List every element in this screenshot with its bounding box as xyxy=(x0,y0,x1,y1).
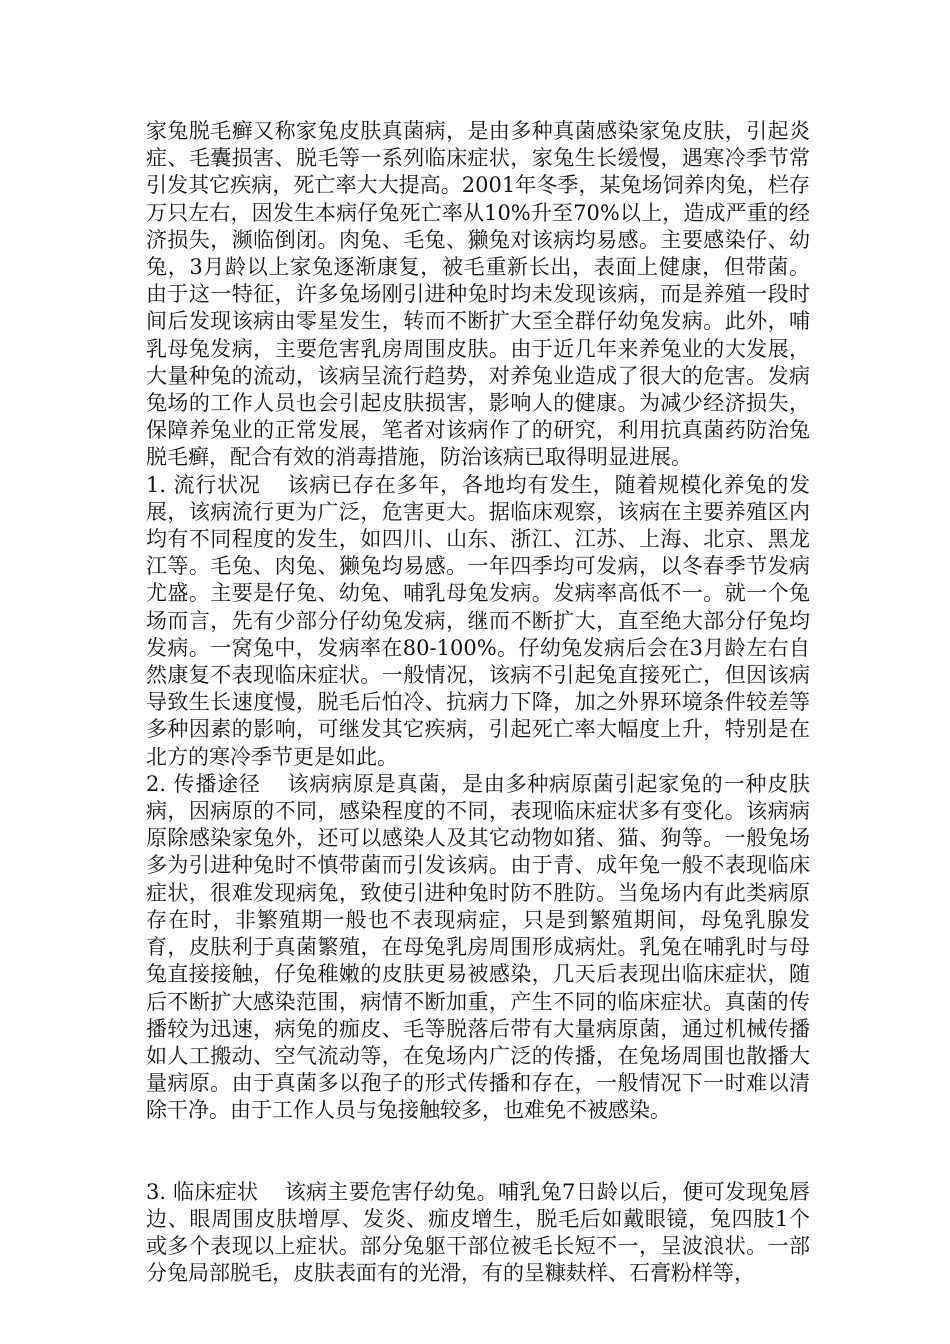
section-transmission xyxy=(146,771,810,1125)
section-body: 该病病原是真菌，是由多种病原菌引起家兔的一种皮肤病，因病原的不同，感染程度的不同，表现临床症状多有变化。该病病原除感染家兔外，还可以感染人及其它动物如猪、猫、狗等。一般兔场多为引进种兔时不慎带菌而引发该病。由于青、成年兔一般不表现临床症状，很难发现病兔，致使引进种兔时防不胜防。当兔场内有此类病原存在时，非繁殖期一般也不表现病症，只是到繁殖期间，母兔乳腺发育，皮肤利于真菌繁殖，在母兔乳房周围形成病灶。乳兔在哺乳时与母兔直接接触，仔兔稚嫩的皮肤更易被感染，几天后表现出临床症状，随后不断扩大感染范围，病情不断加重，产生不同的临床症状。真菌的传播较为迅速，病兔的痂皮、毛等脱落后带有大量病原菌，通过机械传播如人工搬动、空气流动等，在兔场内广泛的传播，在兔场周围也散播大量病原。由于真菌多以孢子的形式传播和存在，一般情况下一时难以清除干净。由于工作人员与兔接触较多，也难免不被感染。 xyxy=(146,771,810,1123)
intro-paragraph: 家兔脱毛癣又称家兔皮肤真菌病，是由多种真菌感染家兔皮肤，引起炎症、毛囊损害、脱毛等一系列临床症状，家兔生长缓慢，遇寒冷季节常引发其它疾病，死亡率大大提高。2001年冬季，某兔场饲养肉兔，栏存万只左右，因发生本病仔兔死亡率从10%升至70%以上，造成严重的经济损失，濒临倒闭。肉兔、毛兔、獭兔对该病均易感。主要感染仔、幼兔，3月龄以上家兔逐渐康复，被毛重新长出，表面上健康，但带菌。由于这一特征，许多兔场刚引进种兔时均未发现该病，而是养殖一段时间后发现该病由零星发生，转而不断扩大至全群仔幼兔发病。此外，哺乳母兔发病，主要危害乳房周围皮肤。由于近几年来养兔业的大发展，大量种兔的流动，该病呈流行趋势，对养兔业造成了很大的危害。发病兔场的工作人员也会引起皮肤损害，影响人的健康。为减少经济损失，保障养兔业的正常发展，笔者对该病作了的研究，利用抗真菌药防治兔脱毛癣，配合有效的消毒措施，防治该病已取得明显进展。 xyxy=(146,119,810,470)
section-heading: 2. 传播途径 xyxy=(146,771,261,796)
section-heading: 3. 临床症状 xyxy=(146,1179,259,1204)
section-heading: 1. 流行状况 xyxy=(146,472,261,497)
blank-space xyxy=(146,1125,810,1179)
section-body: 该病已存在多年，各地均有发生，随着规模化养兔的发展，该病流行更为广泛，危害更大。据临床观察，该病在主要养殖区内均有不同程度的发生，如四川、山东、浙江、江苏、上海、北京、黑龙江等。毛兔、肉兔、獭兔均易感。一年四季均可发病，以冬春季节发病尤盛。主要是仔兔、幼兔、哺乳母兔发病。发病率高低不一。就一个兔场而言，先有少部分仔幼兔发病，继而不断扩大，直至绝大部分仔兔均发病。一窝兔中，发病率在80-100%。仔幼兔发病后会在3月龄左右自然康复不表现临床症状。一般情况，该病不引起兔直接死亡，但因该病导致生长速度慢，脱毛后怕冷、抗病力下降，加之外界环境条件较差等多种因素的影响，可继发其它疾病，引起死亡率大幅度上升，特别是在北方的寒冷季节更是如此。 xyxy=(146,472,810,769)
section-symptoms xyxy=(146,1179,810,1288)
section-epidemiology xyxy=(146,472,810,771)
document-page xyxy=(146,118,810,1287)
section-body: 该病主要危害仔幼兔。哺乳兔7日龄以后，便可发现兔唇边、眼周围皮肤增厚、发炎、痂皮增生，脱毛后如戴眼镜，兔四肢1个或多个表现以上症状。部分兔躯干部位被毛长短不一，呈波浪状。一部分兔局部脱毛，皮肤表面有的光滑，有的呈糠麸样、石膏粉样等， xyxy=(146,1179,811,1286)
